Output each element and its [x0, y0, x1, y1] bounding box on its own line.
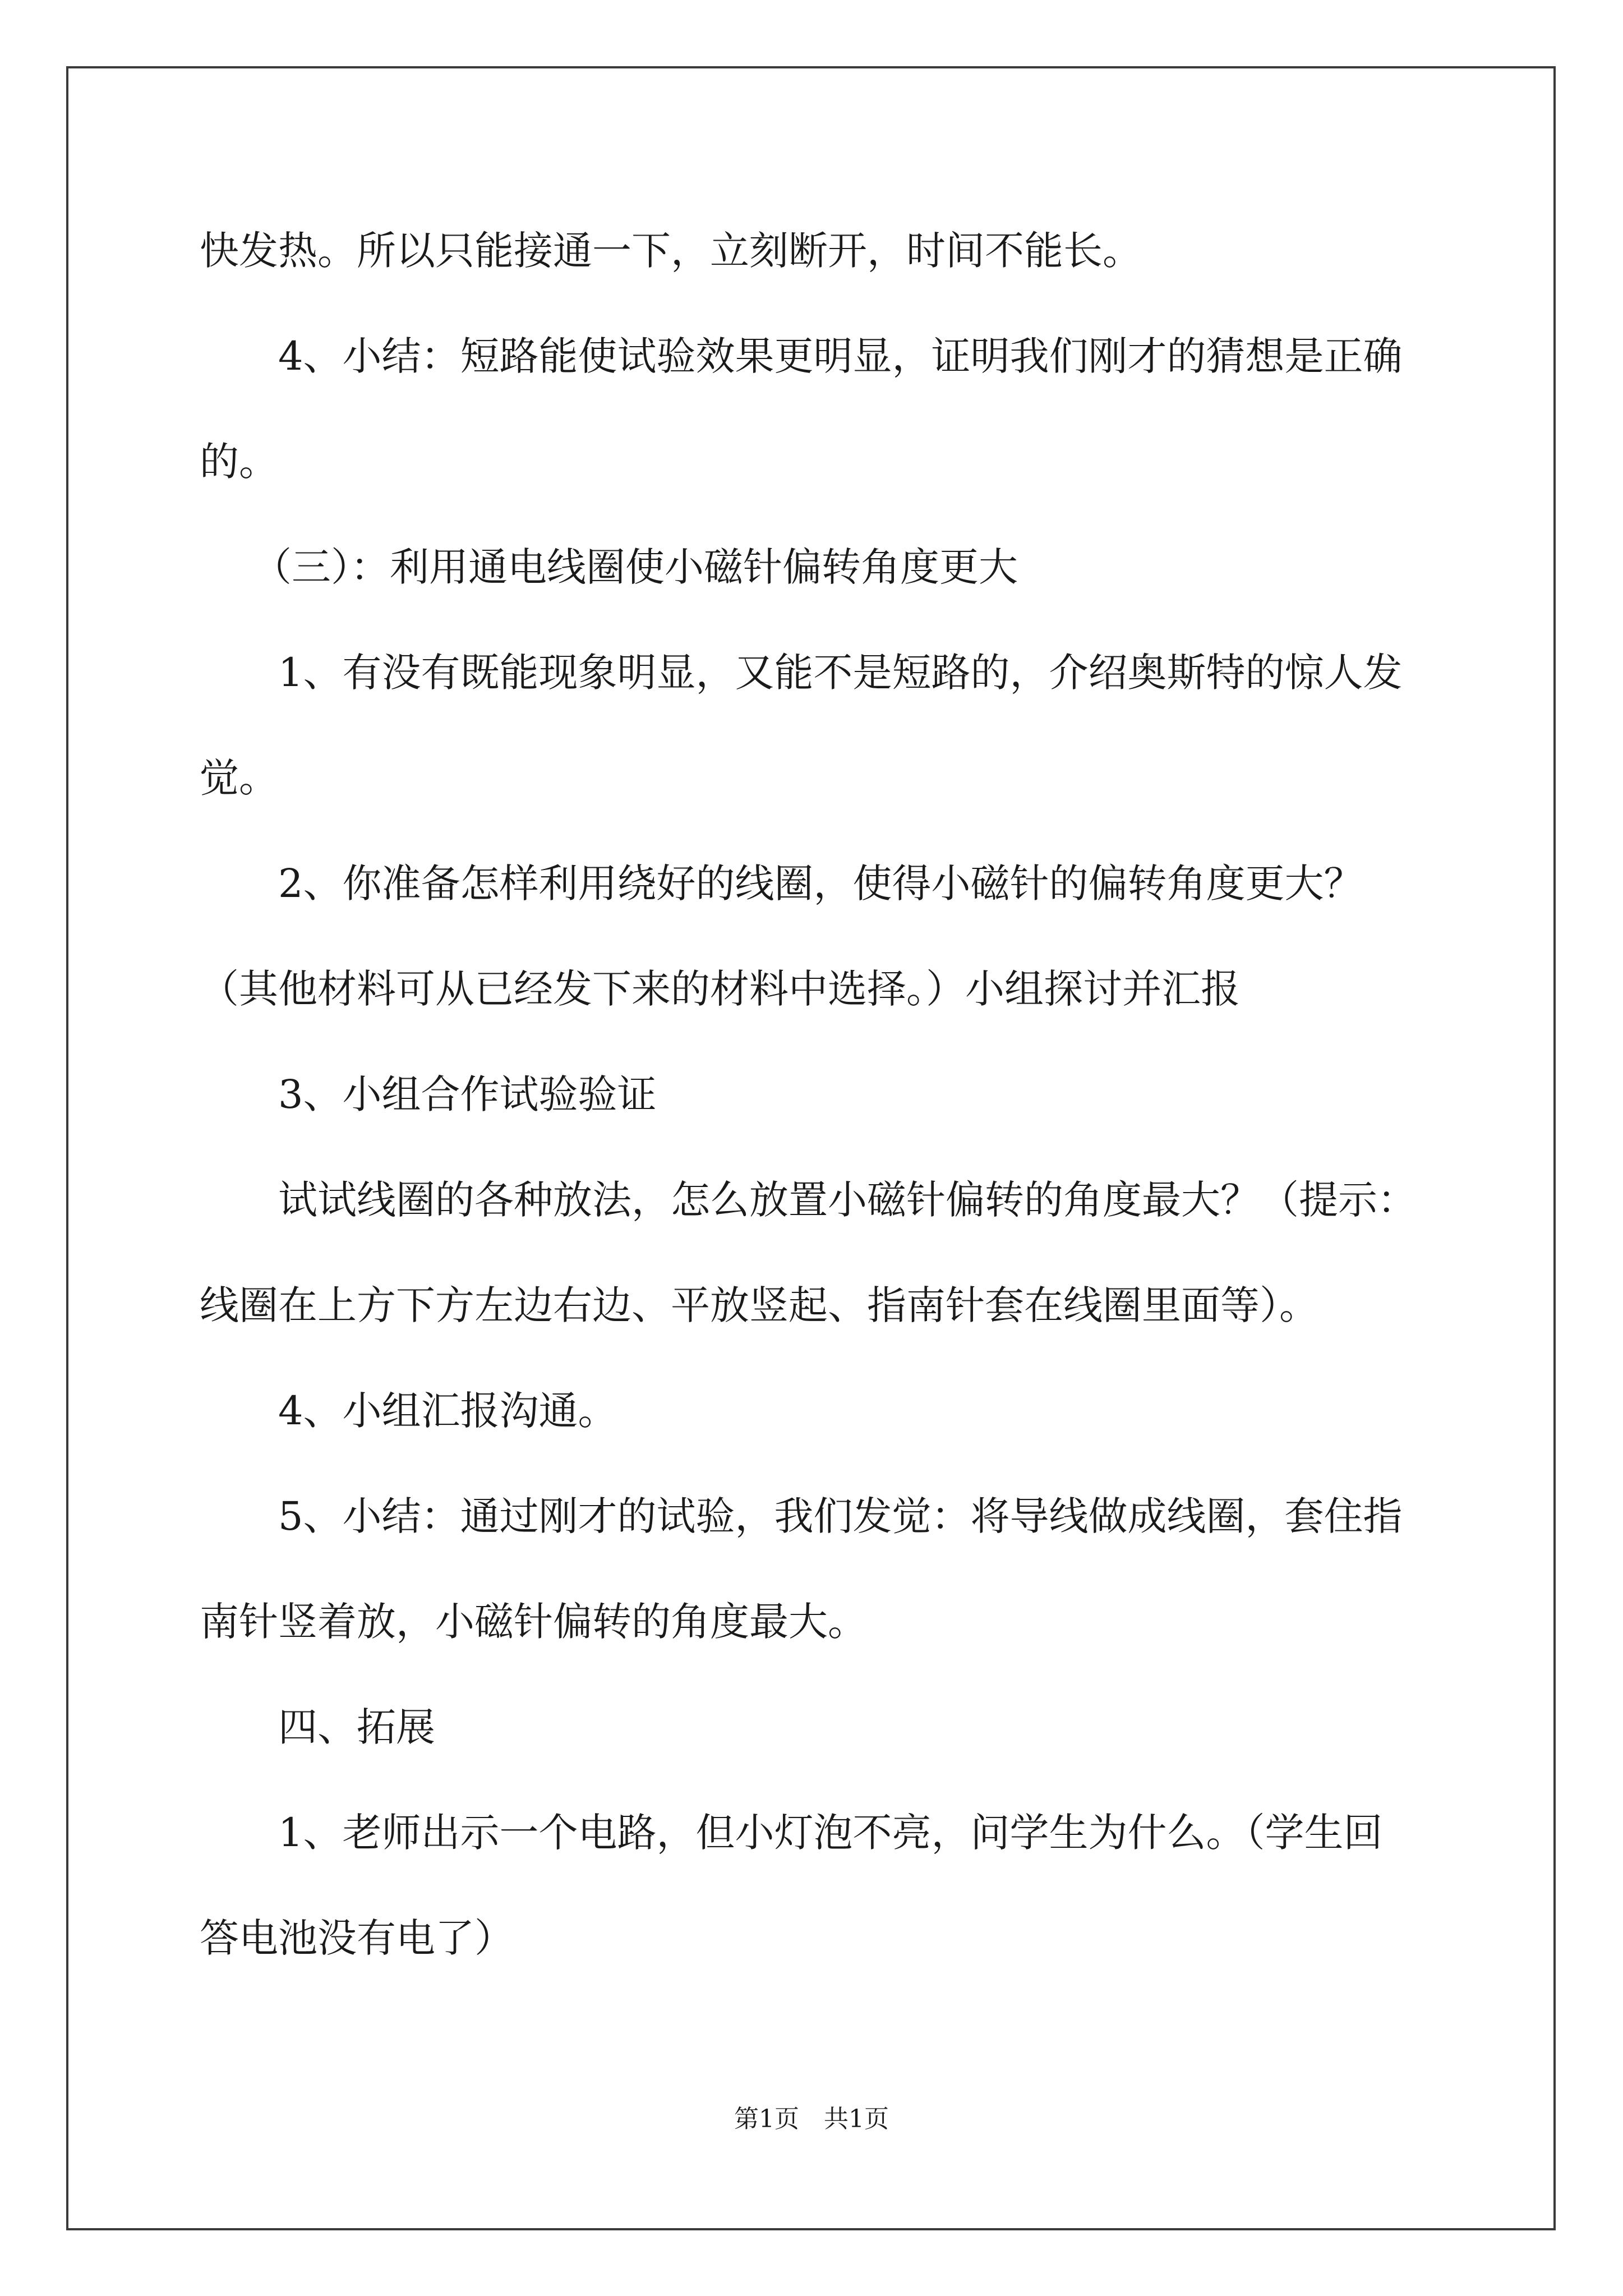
page-footer: 第1页 共1页: [734, 2105, 889, 2133]
text-line-2: 4、小结：短路能使试验效果更明显，证明我们刚才的猜想是正确: [278, 333, 1403, 379]
text-line-11: 线圈在上方下方左边右边、平放竖起、指南针套在线圈里面等）。: [200, 1282, 1318, 1328]
text-line-9: 3、小组合作试验验证: [278, 1071, 657, 1117]
text-line-17: 答电池没有电了）: [200, 1915, 514, 1961]
text-line-1: 快发热。所以只能接通一下，立刻断开，时间不能长。: [200, 228, 1142, 274]
text-line-13: 5、小结：通过刚才的试验，我们发觉：将导线做成线圈，套住指: [278, 1493, 1403, 1539]
text-line-8: （其他材料可从已经发下来的材料中选择。）小组探讨并汇报: [200, 966, 1240, 1012]
text-line-7: 2、你准备怎样利用绕好的线圈，使得小磁针的偏转角度更大？: [278, 861, 1363, 907]
page-border: [66, 66, 1556, 2230]
section-heading-4: 四、拓展: [278, 1704, 435, 1750]
text-line-16: 1、老师出示一个电路，但小灯泡不亮，问学生为什么。（学生回: [278, 1810, 1383, 1856]
text-line-12: 4、小组汇报沟通。: [278, 1388, 617, 1434]
text-line-10: 试试线圈的各种放法，怎么放置小磁针偏转的角度最大？（提示：: [278, 1177, 1417, 1223]
text-line-3: 的。: [200, 439, 278, 485]
text-line-5: 1、有没有既能现象明显，又能不是短路的，介绍奥斯特的惊人发: [278, 650, 1403, 696]
text-line-6: 觉。: [200, 755, 278, 801]
text-line-14: 南针竖着放，小磁针偏转的角度最大。: [200, 1599, 867, 1645]
section-heading-3: （三）：利用通电线圈使小磁针偏转角度更大: [252, 544, 1018, 590]
